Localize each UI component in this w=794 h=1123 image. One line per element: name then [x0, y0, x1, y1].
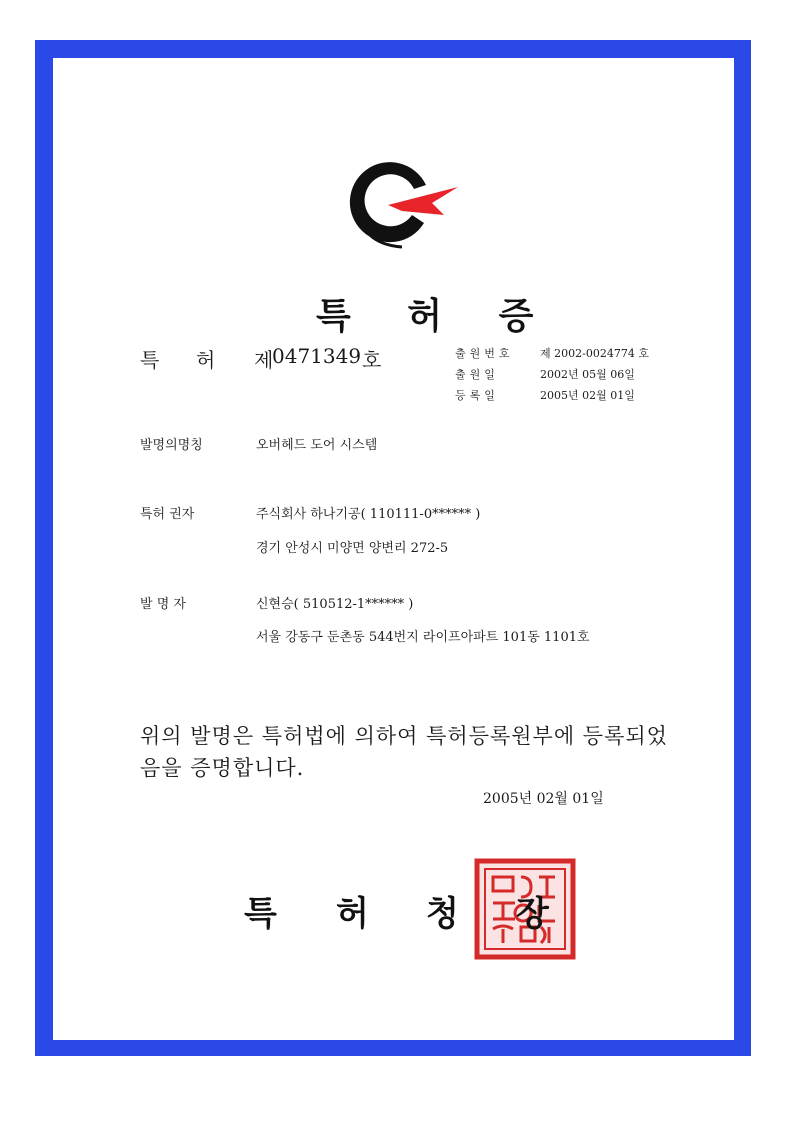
patentee-label: 특허 권자 [140, 507, 195, 522]
invention-title: 오버헤드 도어 시스템 [256, 438, 378, 453]
certification-statement: 위의 발명은 특허법에 의하여 특허등록원부에 등록되었음을 증명합니다. [140, 724, 668, 780]
certificate-title: 특 허 증 [316, 296, 556, 337]
filing-date-row: 출원일 2002년 05월 06일 [455, 368, 635, 381]
patent-number: 0471349 [272, 344, 362, 368]
patentee-address: 경기 안성시 미양면 양변리 272-5 [256, 541, 449, 556]
patent-number-suffix: 호 [362, 348, 382, 372]
invention-title-label: 발명의명칭 [140, 438, 203, 453]
issue-date: 2005년 02월 01일 [483, 791, 604, 807]
patentee-name: 주식회사 하나기공( 110111-0****** ) [256, 507, 481, 522]
registration-date-row: 등록일 2005년 02월 01일 [455, 389, 635, 402]
inventor-label: 발 명 자 [140, 597, 186, 612]
inventor-address: 서울 강동구 둔촌동 544번지 라이프아파트 101동 1101호 [256, 630, 590, 645]
inventor-name: 신현승( 510512-1****** ) [256, 597, 414, 612]
application-number-row: 출원번호 제 2002-0024774 호 [455, 347, 649, 360]
application-info [455, 343, 649, 406]
patent-number-label: 특 허 제 [140, 348, 276, 372]
korea-government-emblem-icon [340, 155, 462, 255]
